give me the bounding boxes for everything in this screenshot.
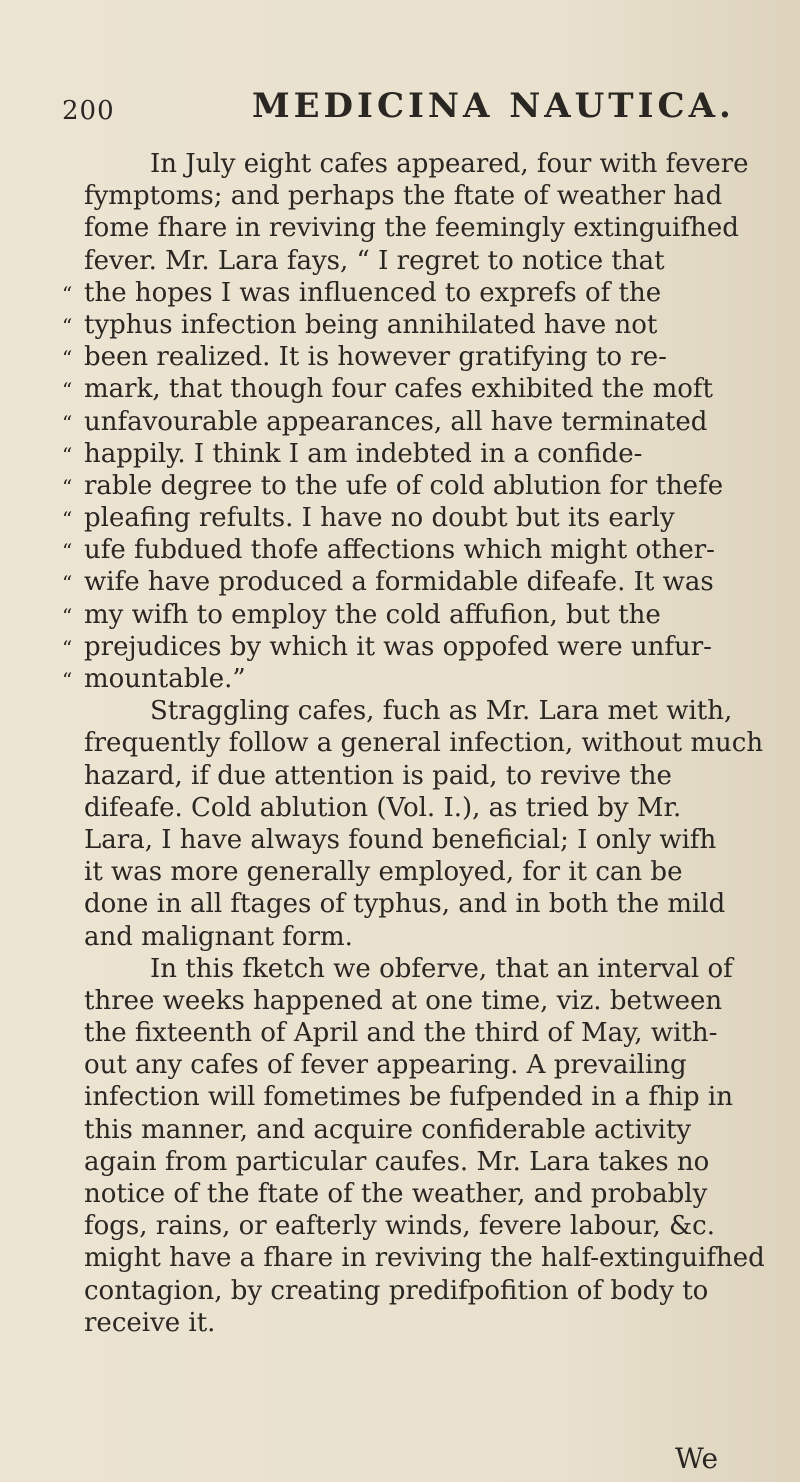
line-text: the fixteenth of April and the third of May, with- bbox=[84, 1018, 718, 1049]
line-text: prejudices by which it was oppofed were unfur- bbox=[84, 631, 712, 662]
page-number: 200 bbox=[62, 96, 115, 126]
line-text: this manner, and acquire confiderable activity bbox=[84, 1114, 692, 1145]
line-text: infection will fometimes be fufpended in a fhip in bbox=[84, 1082, 733, 1113]
quote-mark: “ bbox=[62, 507, 73, 532]
text-line bbox=[62, 1210, 770, 1242]
line-text: mark, that though four cafes exhibited the moft bbox=[84, 374, 713, 405]
line-text: out any cafes of fever appearing. A prevailing bbox=[84, 1050, 687, 1081]
text-line bbox=[62, 309, 770, 341]
text-line bbox=[62, 245, 770, 277]
line-text: In July eight cafes appeared, four with fevere bbox=[150, 149, 749, 179]
text-line bbox=[62, 792, 770, 824]
quote-mark: “ bbox=[62, 635, 73, 660]
text-line bbox=[62, 373, 770, 405]
text-line bbox=[62, 1242, 770, 1274]
text-line bbox=[62, 438, 770, 470]
text-line bbox=[62, 856, 770, 888]
text-line bbox=[62, 406, 770, 438]
line-text: notice of the ftate of the weather, and probably bbox=[84, 1179, 708, 1209]
line-text: Lara, I have always found beneficial; I only wifh bbox=[84, 824, 717, 855]
quote-mark: “ bbox=[62, 668, 73, 692]
line-text: wife have produced a formidable difeafe. It was bbox=[84, 567, 714, 598]
text-line bbox=[62, 599, 770, 631]
text-line bbox=[62, 277, 770, 309]
text-line bbox=[62, 1307, 770, 1339]
text-line bbox=[62, 1275, 770, 1307]
line-text: ufe fubdued thofe affections which might other- bbox=[84, 535, 715, 566]
line-text: my wifh to employ the cold affufion, but the bbox=[84, 599, 661, 630]
line-text: fever. Mr. Lara fays, “ I regret to notice that bbox=[84, 245, 665, 276]
line-text: fogs, rains, or eafterly winds, fevere labour, &c. bbox=[84, 1211, 715, 1242]
text-line bbox=[62, 566, 770, 598]
line-text: hazard, if due attention is paid, to revive the bbox=[84, 760, 672, 791]
line-text: unfavourable appearances, all have terminated bbox=[84, 406, 708, 437]
line-text: fome fhare in reviving the feemingly extinguifhed bbox=[84, 213, 739, 244]
text-line bbox=[62, 888, 770, 920]
line-text: again from particular caufes. Mr. Lara takes no bbox=[84, 1146, 710, 1177]
line-text: contagion, by creating predifpofition of body to bbox=[84, 1275, 709, 1306]
text-line bbox=[62, 953, 770, 985]
text-line bbox=[62, 148, 770, 180]
line-text: happily. I think I am indebted in a confide- bbox=[84, 438, 643, 469]
line-text: Straggling cafes, fuch as Mr. Lara met with, bbox=[150, 696, 733, 727]
line-text: mountable.” bbox=[84, 664, 246, 694]
text-line bbox=[62, 1017, 770, 1049]
line-text: three weeks happened at one time, viz. between bbox=[84, 985, 723, 1016]
quote-mark: “ bbox=[62, 313, 73, 338]
text-line bbox=[62, 727, 770, 759]
quote-mark: “ bbox=[62, 281, 73, 306]
text-line bbox=[62, 824, 770, 856]
line-text: done in all ftages of typhus, and in both the mild bbox=[84, 889, 726, 920]
line-text: might have a fhare in reviving the half-extinguifhed bbox=[84, 1243, 765, 1274]
text-line bbox=[62, 1114, 770, 1146]
text-line bbox=[62, 341, 770, 373]
line-text: frequently follow a general infection, without much bbox=[84, 728, 764, 759]
text-line bbox=[62, 534, 770, 566]
text-line bbox=[62, 663, 770, 695]
text-line bbox=[62, 695, 770, 727]
text-line bbox=[62, 1146, 770, 1178]
line-text: and malignant form. bbox=[84, 921, 353, 952]
quote-mark: “ bbox=[62, 474, 73, 499]
quote-mark: “ bbox=[62, 378, 73, 403]
quote-mark: “ bbox=[62, 539, 73, 564]
text-line bbox=[62, 212, 770, 244]
line-text: the hopes I was influenced to exprefs of the bbox=[84, 277, 662, 308]
page-header bbox=[62, 86, 762, 130]
text-line bbox=[62, 1081, 770, 1113]
body-text bbox=[62, 148, 770, 1339]
line-text: In this fketch we obferve, that an interval of bbox=[150, 953, 733, 984]
quote-mark: “ bbox=[62, 603, 73, 628]
quote-mark: “ bbox=[62, 410, 73, 435]
quote-mark: “ bbox=[62, 571, 73, 596]
text-line bbox=[62, 502, 770, 534]
text-line bbox=[62, 1178, 770, 1210]
line-text: rable degree to the ufe of cold ablution for thefe bbox=[84, 470, 724, 501]
text-line bbox=[62, 631, 770, 663]
line-text: receive it. bbox=[84, 1307, 216, 1338]
text-line bbox=[62, 180, 770, 212]
text-line bbox=[62, 470, 770, 502]
quote-mark: “ bbox=[62, 346, 73, 371]
line-text: been realized. It is however gratifying to re- bbox=[84, 342, 667, 373]
running-head: MEDICINA NAUTICA. bbox=[252, 86, 735, 126]
text-line bbox=[62, 921, 770, 953]
text-line bbox=[62, 760, 770, 792]
quote-mark: “ bbox=[62, 442, 73, 467]
line-text: difeafe. Cold ablution (Vol. I.), as tried by Mr. bbox=[84, 792, 682, 823]
text-line bbox=[62, 1049, 770, 1081]
line-text: pleafing refults. I have no doubt but its early bbox=[84, 503, 675, 534]
line-text: fymptoms; and perhaps the ftate of weather had bbox=[84, 181, 723, 212]
line-text: typhus infection being annihilated have not bbox=[84, 309, 658, 340]
text-line bbox=[62, 985, 770, 1017]
catchword: We bbox=[675, 1442, 719, 1475]
line-text: it was more generally employed, for it can be bbox=[84, 857, 683, 888]
